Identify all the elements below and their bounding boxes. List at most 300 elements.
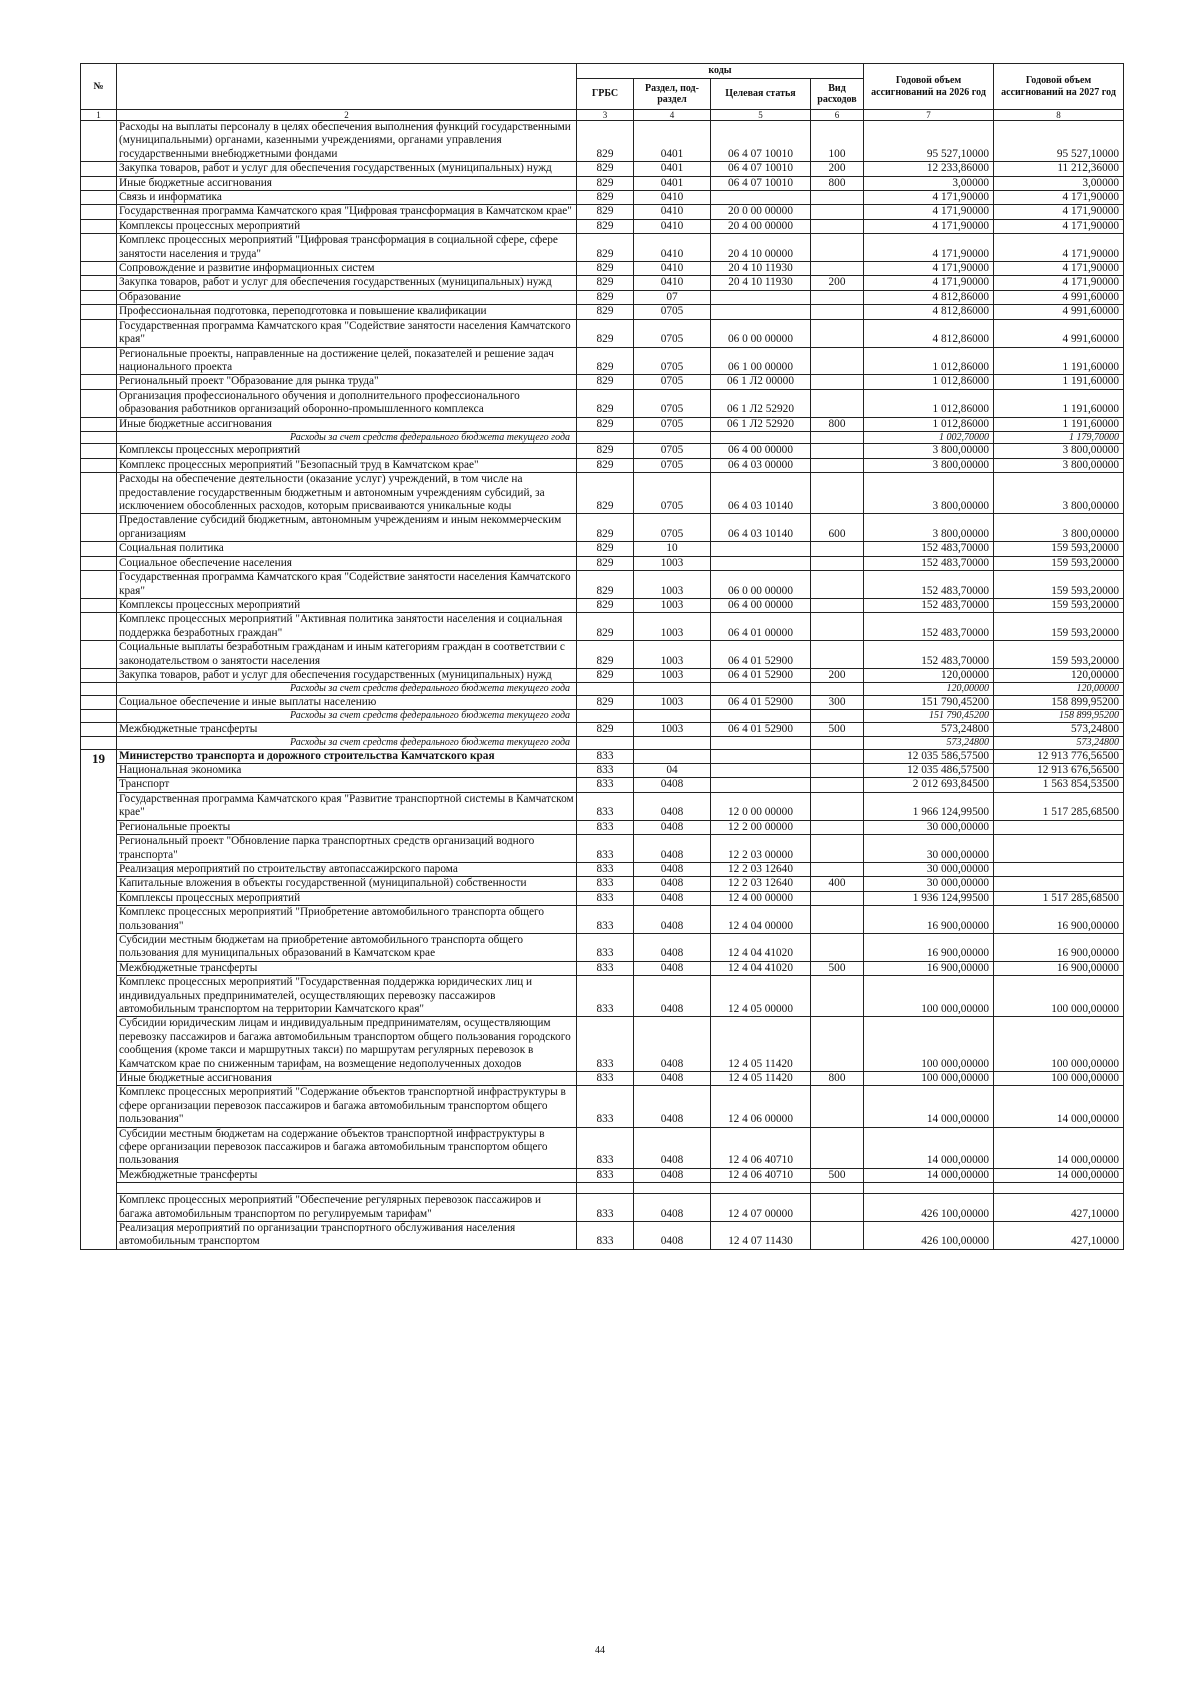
row-target-article: 06 4 03 10140 — [711, 514, 811, 542]
row-grbs: 829 — [577, 417, 634, 431]
colnum-1: 1 — [81, 110, 117, 121]
row-amount-2026: 152 483,70000 — [864, 542, 994, 556]
row-amount-2027: 573,24800 — [994, 722, 1124, 736]
row-num-cell — [81, 417, 117, 431]
row-target-article: 12 4 04 41020 — [711, 933, 811, 961]
table-row — [81, 613, 1124, 641]
row-num-cell — [81, 737, 117, 750]
row-amount-2027: 158 899,95200 — [994, 695, 1124, 709]
row-grbs: 829 — [577, 262, 634, 276]
row-num-cell — [81, 319, 117, 347]
row-amount-2027: 100 000,00000 — [994, 1072, 1124, 1086]
row-amount-2026: 30 000,00000 — [864, 862, 994, 876]
row-amount-2026: 2 012 693,84500 — [864, 778, 994, 792]
row-razdel: 0705 — [634, 389, 711, 417]
row-amount-2027 — [994, 1183, 1124, 1194]
row-expense-type — [811, 319, 864, 347]
row-grbs: 833 — [577, 1222, 634, 1250]
row-num-cell — [81, 710, 117, 723]
table-row — [81, 820, 1124, 834]
row-name: Субсидии местным бюджетам на содержание объектов транспортной инфраструктуры в сфере организации перевозок пассажиров и багажа автомобильным транспортом общего пользования — [117, 1127, 577, 1168]
row-amount-2027 — [994, 877, 1124, 891]
row-num-cell — [81, 121, 117, 162]
row-name: Государственная программа Камчатского края "Содействие занятости населения Камчатского края" — [117, 571, 577, 599]
row-expense-type — [811, 820, 864, 834]
row-num-cell — [81, 473, 117, 514]
row-name: Региональный проект "Обновление парка транспортных средств организаций водного транспорта" — [117, 835, 577, 863]
row-target-article: 06 4 00 00000 — [711, 444, 811, 458]
row-name: Реализация мероприятий по организации транспортного обслуживания населения автомобильным транспортом — [117, 1222, 577, 1250]
table-row — [81, 389, 1124, 417]
row-razdel: 0408 — [634, 906, 711, 934]
row-razdel: 0410 — [634, 262, 711, 276]
table-row — [81, 290, 1124, 304]
table-row — [81, 162, 1124, 176]
row-razdel: 0410 — [634, 234, 711, 262]
row-razdel: 1003 — [634, 613, 711, 641]
table-row — [81, 556, 1124, 570]
row-expense-type — [811, 891, 864, 905]
table-row — [81, 641, 1124, 669]
table-row — [81, 542, 1124, 556]
row-amount-2027: 4 171,90000 — [994, 219, 1124, 233]
row-amount-2026: 120,00000 — [864, 668, 994, 682]
row-amount-2026: 12 233,86000 — [864, 162, 994, 176]
row-name: Межбюджетные трансферты — [117, 961, 577, 975]
row-razdel: 0410 — [634, 191, 711, 205]
row-target-article — [711, 737, 811, 750]
row-amount-2026: 1 012,86000 — [864, 347, 994, 375]
row-name — [117, 1183, 577, 1194]
row-amount-2026: 3 800,00000 — [864, 473, 994, 514]
row-amount-2026: 4 171,90000 — [864, 219, 994, 233]
row-amount-2027: 100 000,00000 — [994, 976, 1124, 1017]
table-row — [81, 1127, 1124, 1168]
row-target-article: 12 4 04 00000 — [711, 906, 811, 934]
row-razdel: 1003 — [634, 556, 711, 570]
table-row — [81, 683, 1124, 696]
row-expense-type: 200 — [811, 162, 864, 176]
row-num-cell — [81, 262, 117, 276]
row-amount-2027: 159 593,20000 — [994, 556, 1124, 570]
table-body — [81, 121, 1124, 1250]
row-expense-type: 500 — [811, 1168, 864, 1182]
row-amount-2027: 3 800,00000 — [994, 514, 1124, 542]
table-row — [81, 276, 1124, 290]
table-row — [81, 1183, 1124, 1194]
row-grbs: 829 — [577, 389, 634, 417]
row-target-article — [711, 431, 811, 444]
row-grbs — [577, 431, 634, 444]
row-grbs: 833 — [577, 862, 634, 876]
row-amount-2027: 16 900,00000 — [994, 961, 1124, 975]
row-num-cell — [81, 290, 117, 304]
row-num-cell — [81, 598, 117, 612]
row-expense-type — [811, 571, 864, 599]
row-name: Субсидии местным бюджетам на приобретение автомобильного транспорта общего пользования для муниципальных образований в Камчатском крае — [117, 933, 577, 961]
row-target-article: 06 4 07 10010 — [711, 162, 811, 176]
row-target-article — [711, 1183, 811, 1194]
row-grbs: 833 — [577, 1168, 634, 1182]
row-amount-2026: 4 812,86000 — [864, 305, 994, 319]
row-amount-2027: 1 191,60000 — [994, 389, 1124, 417]
row-amount-2027: 4 991,60000 — [994, 319, 1124, 347]
row-target-article: 12 2 00 00000 — [711, 820, 811, 834]
row-target-article: 06 4 03 00000 — [711, 458, 811, 472]
row-expense-type: 800 — [811, 417, 864, 431]
table-row — [81, 444, 1124, 458]
row-razdel: 0705 — [634, 458, 711, 472]
row-target-article: 20 4 10 11930 — [711, 276, 811, 290]
row-target-article: 12 4 05 11420 — [711, 1072, 811, 1086]
row-amount-2026: 426 100,00000 — [864, 1194, 994, 1222]
colnum-3: 3 — [577, 110, 634, 121]
row-amount-2026: 95 527,10000 — [864, 121, 994, 162]
row-expense-type — [811, 906, 864, 934]
row-razdel: 1003 — [634, 571, 711, 599]
row-amount-2027: 16 900,00000 — [994, 933, 1124, 961]
row-target-article — [711, 542, 811, 556]
row-razdel: 0408 — [634, 1222, 711, 1250]
row-name: Социальное обеспечение населения — [117, 556, 577, 570]
header-num: № — [81, 64, 117, 110]
table-row — [81, 473, 1124, 514]
row-target-article: 12 2 03 00000 — [711, 835, 811, 863]
row-razdel — [634, 749, 711, 763]
row-amount-2027: 3 800,00000 — [994, 473, 1124, 514]
row-amount-2026: 30 000,00000 — [864, 877, 994, 891]
row-amount-2027: 159 593,20000 — [994, 641, 1124, 669]
colnum-6: 6 — [811, 110, 864, 121]
row-num-cell — [81, 219, 117, 233]
row-expense-type: 800 — [811, 1072, 864, 1086]
row-grbs: 829 — [577, 722, 634, 736]
row-name: Комплекс процессных мероприятий "Приобретение автомобильного транспорта общего пользования" — [117, 906, 577, 934]
row-amount-2027: 1 179,70000 — [994, 431, 1124, 444]
row-amount-2026: 3,00000 — [864, 176, 994, 190]
row-grbs: 833 — [577, 820, 634, 834]
row-name: Социальная политика — [117, 542, 577, 556]
row-target-article: 12 2 03 12640 — [711, 877, 811, 891]
row-name: Закупка товаров, работ и услуг для обеспечения государственных (муниципальных) нужд — [117, 276, 577, 290]
row-target-article: 12 4 07 00000 — [711, 1194, 811, 1222]
table-row — [81, 305, 1124, 319]
row-target-article: 20 0 00 00000 — [711, 205, 811, 219]
header-grbs: ГРБС — [577, 79, 634, 110]
row-razdel: 0410 — [634, 276, 711, 290]
row-expense-type: 400 — [811, 877, 864, 891]
row-amount-2026: 3 800,00000 — [864, 444, 994, 458]
row-razdel: 0408 — [634, 1127, 711, 1168]
row-expense-type — [811, 191, 864, 205]
row-amount-2027: 4 171,90000 — [994, 262, 1124, 276]
row-razdel — [634, 431, 711, 444]
table-row — [81, 1194, 1124, 1222]
row-name: Социальное обеспечение и иные выплаты населению — [117, 695, 577, 709]
row-grbs — [577, 710, 634, 723]
row-name: Государственная программа Камчатского края "Содействие занятости населения Камчатского края" — [117, 319, 577, 347]
row-grbs: 829 — [577, 542, 634, 556]
table-row — [81, 933, 1124, 961]
row-expense-type — [811, 305, 864, 319]
row-target-article: 06 0 00 00000 — [711, 319, 811, 347]
row-amount-2026: 151 790,45200 — [864, 695, 994, 709]
table-row — [81, 722, 1124, 736]
row-razdel: 0401 — [634, 121, 711, 162]
row-name: Министерство транспорта и дорожного строительства Камчатского края — [117, 749, 577, 763]
row-amount-2026: 12 035 486,57500 — [864, 764, 994, 778]
row-grbs: 833 — [577, 976, 634, 1017]
row-amount-2027: 3,00000 — [994, 176, 1124, 190]
row-amount-2026: 152 483,70000 — [864, 641, 994, 669]
row-amount-2026: 4 171,90000 — [864, 205, 994, 219]
row-name: Комплексы процессных мероприятий — [117, 891, 577, 905]
table-row — [81, 961, 1124, 975]
row-amount-2026: 1 012,86000 — [864, 417, 994, 431]
row-amount-2027: 12 913 776,56500 — [994, 749, 1124, 763]
row-expense-type — [811, 1017, 864, 1072]
row-grbs: 829 — [577, 219, 634, 233]
row-expense-type — [811, 262, 864, 276]
row-grbs: 829 — [577, 458, 634, 472]
row-target-article: 20 4 00 00000 — [711, 219, 811, 233]
table-row — [81, 877, 1124, 891]
row-amount-2027: 4 991,60000 — [994, 290, 1124, 304]
row-razdel: 0408 — [634, 891, 711, 905]
row-target-article: 12 4 06 40710 — [711, 1168, 811, 1182]
row-amount-2026: 14 000,00000 — [864, 1168, 994, 1182]
row-expense-type — [811, 205, 864, 219]
row-expense-type — [811, 1127, 864, 1168]
header-razdel: Раздел, под-раздел — [634, 79, 711, 110]
row-num-cell — [81, 514, 117, 542]
row-expense-type — [811, 778, 864, 792]
row-name: Иные бюджетные ассигнования — [117, 417, 577, 431]
row-amount-2027: 4 171,90000 — [994, 276, 1124, 290]
row-target-article: 12 4 06 40710 — [711, 1127, 811, 1168]
row-razdel: 0408 — [634, 820, 711, 834]
row-target-article: 20 4 10 00000 — [711, 234, 811, 262]
row-expense-type — [811, 862, 864, 876]
row-amount-2027: 14 000,00000 — [994, 1168, 1124, 1182]
row-grbs: 833 — [577, 749, 634, 763]
row-amount-2027 — [994, 862, 1124, 876]
row-razdel: 04 — [634, 764, 711, 778]
row-expense-type: 200 — [811, 668, 864, 682]
row-grbs: 829 — [577, 598, 634, 612]
row-num-cell — [81, 641, 117, 669]
row-grbs: 833 — [577, 906, 634, 934]
row-target-article — [711, 305, 811, 319]
row-num-cell — [81, 613, 117, 641]
row-razdel: 0705 — [634, 375, 711, 389]
table-row — [81, 835, 1124, 863]
row-name: Расходы на обеспечение деятельности (оказание услуг) учреждений, в том числе на предоставление государственным бюджетным и автономным учреждениям субсидий, за исключением обособленных расходов, которым присваиваются уникальные коды — [117, 473, 577, 514]
row-target-article: 20 4 10 11930 — [711, 262, 811, 276]
row-expense-type — [811, 219, 864, 233]
row-amount-2026: 100 000,00000 — [864, 976, 994, 1017]
row-grbs: 829 — [577, 473, 634, 514]
table-row — [81, 1017, 1124, 1072]
row-grbs: 829 — [577, 162, 634, 176]
row-amount-2026: 16 900,00000 — [864, 906, 994, 934]
table-row — [81, 1072, 1124, 1086]
row-amount-2026: 426 100,00000 — [864, 1222, 994, 1250]
header-2027: Годовой объем ассигнований на 2027 год — [994, 64, 1124, 110]
row-amount-2026: 4 171,90000 — [864, 276, 994, 290]
row-amount-2026 — [864, 1183, 994, 1194]
row-target-article — [711, 764, 811, 778]
row-num-cell — [81, 205, 117, 219]
row-razdel: 0408 — [634, 1086, 711, 1127]
table-row — [81, 792, 1124, 820]
row-amount-2027: 100 000,00000 — [994, 1017, 1124, 1072]
row-razdel: 0705 — [634, 347, 711, 375]
row-name: Закупка товаров, работ и услуг для обеспечения государственных (муниципальных) нужд — [117, 668, 577, 682]
row-amount-2027 — [994, 820, 1124, 834]
row-name: Комплекс процессных мероприятий "Активная политика занятости населения и социальная поддержка безработных граждан" — [117, 613, 577, 641]
row-target-article: 12 0 00 00000 — [711, 792, 811, 820]
row-amount-2027: 427,10000 — [994, 1222, 1124, 1250]
row-expense-type: 500 — [811, 961, 864, 975]
header-2026: Годовой объем ассигнований на 2026 год — [864, 64, 994, 110]
row-amount-2027: 1 191,60000 — [994, 375, 1124, 389]
row-razdel: 0408 — [634, 792, 711, 820]
row-target-article: 12 4 06 00000 — [711, 1086, 811, 1127]
row-grbs — [577, 683, 634, 696]
row-target-article: 06 1 Л2 00000 — [711, 375, 811, 389]
row-razdel — [634, 737, 711, 750]
row-name: Расходы за счет средств федерального бюджета текущего года — [117, 710, 577, 723]
row-amount-2027: 120,00000 — [994, 683, 1124, 696]
row-num-cell — [81, 389, 117, 417]
table-row — [81, 1086, 1124, 1127]
table-row — [81, 219, 1124, 233]
row-razdel: 0408 — [634, 1072, 711, 1086]
table-row — [81, 514, 1124, 542]
row-target-article: 12 4 04 41020 — [711, 961, 811, 975]
row-expense-type — [811, 764, 864, 778]
row-amount-2026: 1 002,70000 — [864, 431, 994, 444]
row-name: Капитальные вложения в объекты государственной (муниципальной) собственности — [117, 877, 577, 891]
row-name: Межбюджетные трансферты — [117, 1168, 577, 1182]
row-grbs: 829 — [577, 695, 634, 709]
row-name: Комплекс процессных мероприятий "Государственная поддержка юридических лиц и индивидуальных предпринимателей, осуществляющих перевозку пассажиров автомобильным транспортом на территории Камчатского края" — [117, 976, 577, 1017]
row-grbs: 829 — [577, 234, 634, 262]
row-amount-2027: 159 593,20000 — [994, 613, 1124, 641]
row-target-article — [711, 191, 811, 205]
header-name — [117, 64, 577, 110]
row-name: Иные бюджетные ассигнования — [117, 1072, 577, 1086]
row-target-article: 12 4 05 00000 — [711, 976, 811, 1017]
row-razdel: 0705 — [634, 514, 711, 542]
row-grbs — [577, 737, 634, 750]
table-row — [81, 710, 1124, 723]
row-num-cell — [81, 162, 117, 176]
row-name: Транспорт — [117, 778, 577, 792]
row-grbs: 833 — [577, 792, 634, 820]
row-target-article: 06 1 Л2 52920 — [711, 417, 811, 431]
row-grbs: 833 — [577, 933, 634, 961]
row-grbs: 833 — [577, 1086, 634, 1127]
header-target-article: Целевая статья — [711, 79, 811, 110]
row-razdel: 0705 — [634, 444, 711, 458]
row-expense-type: 100 — [811, 121, 864, 162]
row-expense-type — [811, 710, 864, 723]
row-amount-2026: 4 171,90000 — [864, 191, 994, 205]
row-amount-2026: 16 900,00000 — [864, 961, 994, 975]
row-razdel: 0408 — [634, 877, 711, 891]
row-amount-2027: 159 593,20000 — [994, 598, 1124, 612]
row-name: Иные бюджетные ассигнования — [117, 176, 577, 190]
row-num-cell — [81, 347, 117, 375]
row-target-article — [711, 683, 811, 696]
row-razdel: 1003 — [634, 598, 711, 612]
row-amount-2026: 152 483,70000 — [864, 598, 994, 612]
budget-table-container — [80, 63, 1123, 1250]
row-amount-2026: 152 483,70000 — [864, 571, 994, 599]
row-target-article — [711, 710, 811, 723]
row-expense-type — [811, 234, 864, 262]
colnum-5: 5 — [711, 110, 811, 121]
row-expense-type — [811, 444, 864, 458]
row-amount-2027: 16 900,00000 — [994, 906, 1124, 934]
table-row — [81, 458, 1124, 472]
colnum-7: 7 — [864, 110, 994, 121]
row-grbs: 829 — [577, 319, 634, 347]
table-row — [81, 417, 1124, 431]
row-amount-2026: 3 800,00000 — [864, 458, 994, 472]
row-grbs: 833 — [577, 1127, 634, 1168]
table-row — [81, 778, 1124, 792]
row-grbs: 829 — [577, 613, 634, 641]
row-name: Комплекс процессных мероприятий "Содержание объектов транспортной инфраструктуры в сфере организации перевозок пассажиров и багажа автомобильным транспортом общего пользования" — [117, 1086, 577, 1127]
row-amount-2026: 16 900,00000 — [864, 933, 994, 961]
row-amount-2027: 95 527,10000 — [994, 121, 1124, 162]
row-amount-2027: 159 593,20000 — [994, 571, 1124, 599]
row-grbs: 829 — [577, 276, 634, 290]
row-name: Региональный проект "Образование для рынка труда" — [117, 375, 577, 389]
row-razdel: 10 — [634, 542, 711, 556]
row-amount-2027: 11 212,36000 — [994, 162, 1124, 176]
row-amount-2026: 100 000,00000 — [864, 1017, 994, 1072]
row-name: Комплекс процессных мероприятий "Цифровая трансформация в социальной сфере, сфере занятости населения и труда" — [117, 234, 577, 262]
row-razdel: 0408 — [634, 961, 711, 975]
row-grbs: 829 — [577, 571, 634, 599]
row-expense-type — [811, 347, 864, 375]
row-num-cell — [81, 375, 117, 389]
row-name: Региональные проекты — [117, 820, 577, 834]
row-amount-2026: 152 483,70000 — [864, 556, 994, 570]
row-razdel: 0408 — [634, 835, 711, 863]
table-row — [81, 976, 1124, 1017]
table-row — [81, 205, 1124, 219]
row-target-article: 06 4 01 52900 — [711, 695, 811, 709]
row-amount-2026: 4 812,86000 — [864, 319, 994, 347]
table-row — [81, 319, 1124, 347]
row-target-article: 12 4 05 11420 — [711, 1017, 811, 1072]
row-name: Предоставление субсидий бюджетным, автономным учреждениям и иным некоммерческим организациям — [117, 514, 577, 542]
row-grbs: 829 — [577, 290, 634, 304]
row-grbs: 833 — [577, 1017, 634, 1072]
row-name: Комплексы процессных мероприятий — [117, 219, 577, 233]
table-row — [81, 431, 1124, 444]
table-row — [81, 375, 1124, 389]
row-num-cell — [81, 556, 117, 570]
row-amount-2026: 4 171,90000 — [864, 262, 994, 276]
header-codes: коды — [577, 64, 864, 79]
row-num-cell — [81, 695, 117, 709]
